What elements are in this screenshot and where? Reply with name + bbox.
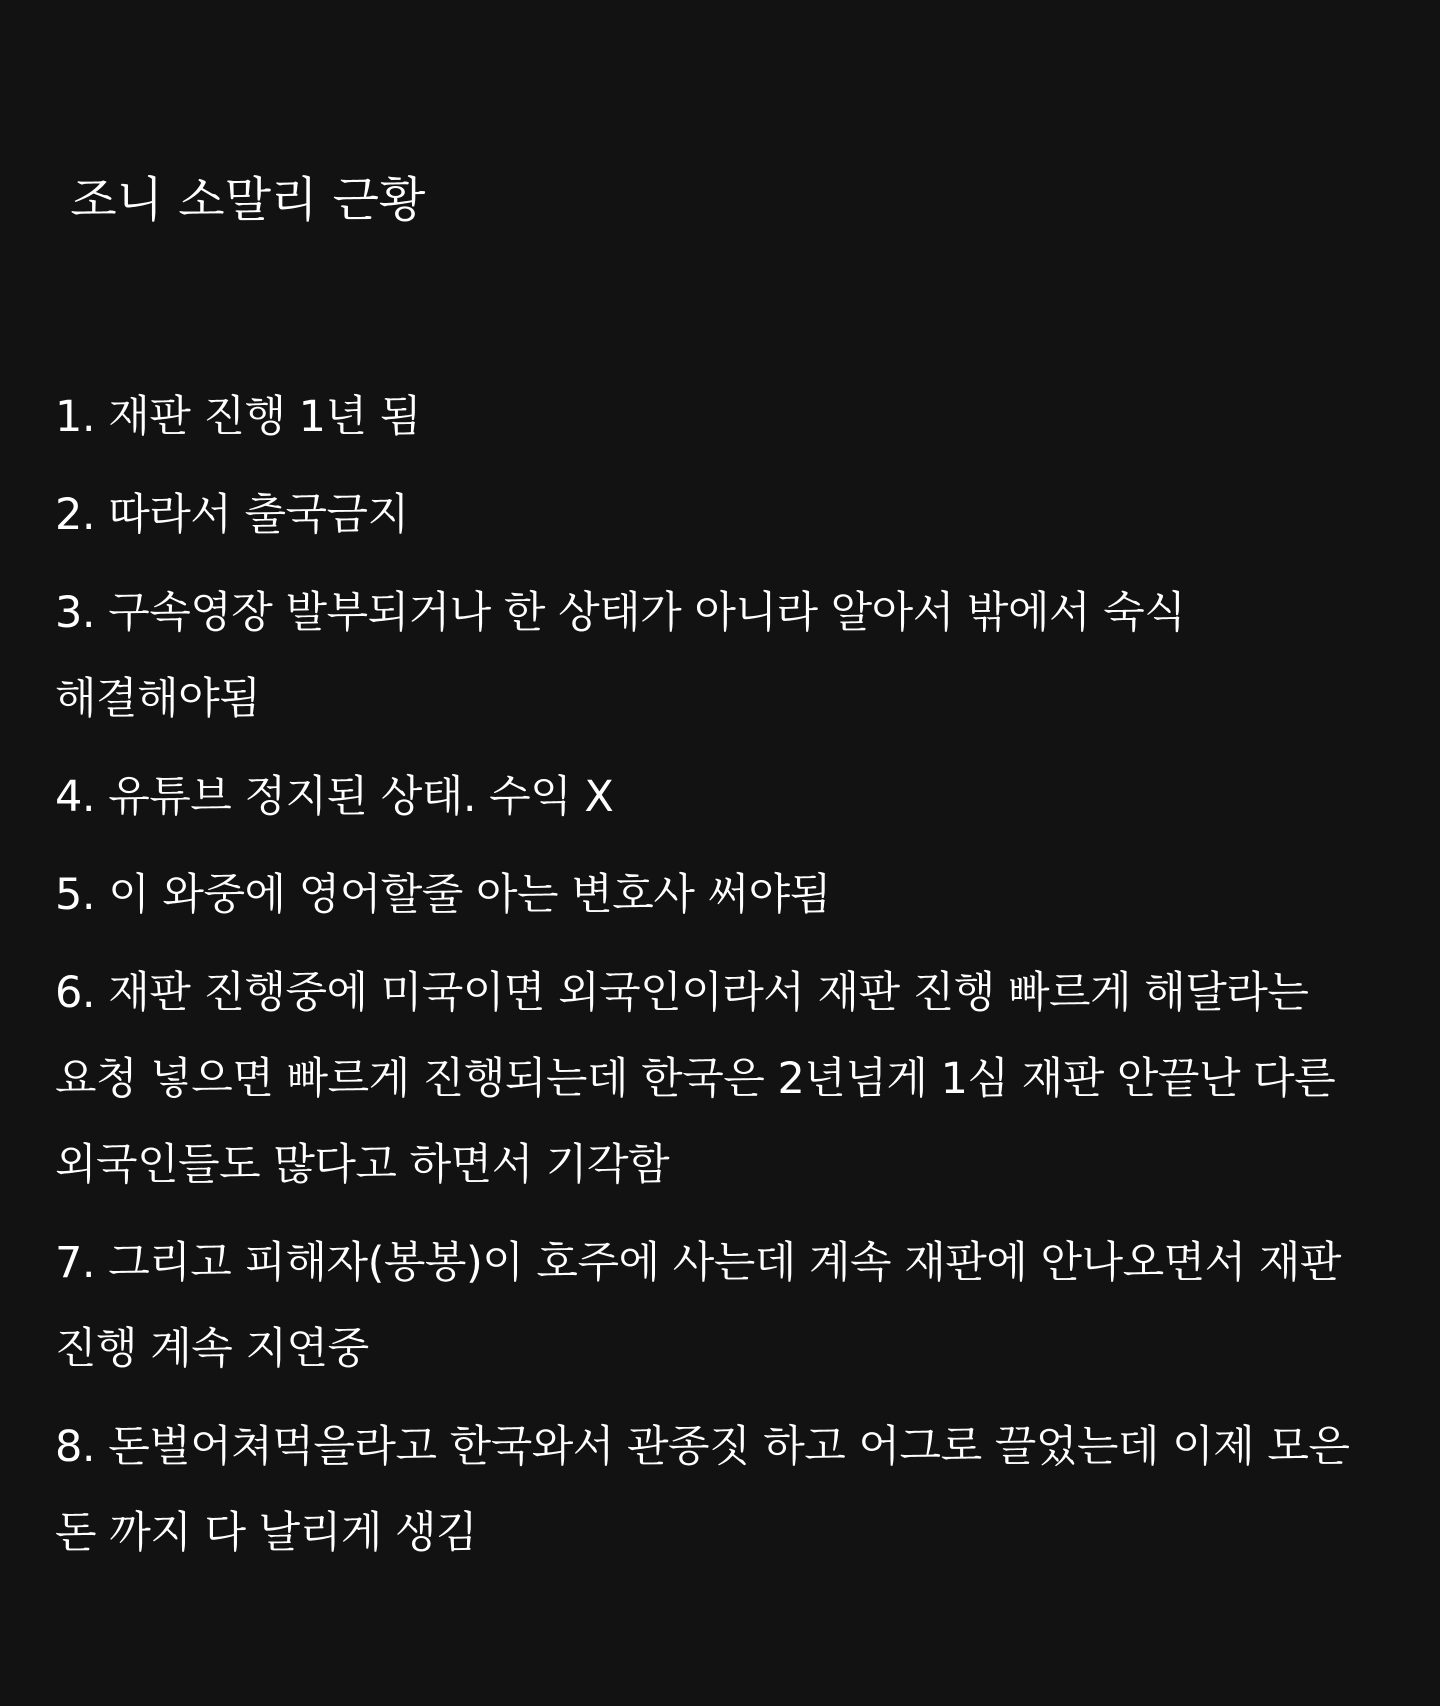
list-item: 5. 이 와중에 영어할줄 아는 변호사 써야됨: [55, 870, 831, 920]
list-item: 4. 유튜브 정지된 상태. 수익 X: [55, 772, 614, 822]
post-title: 조니 소말리 근황: [55, 172, 426, 228]
post-list: [55, 374, 1395, 1588]
list-item: 6. 재판 진행중에 미국이면 외국인이라서 재판 진행 빠르게 해달라는 요청 넣으면 빠르게 진행되는데 한국은 2년넘게 1심 재판 안끝난 다른 외국인들도 많다고 하면서 기각함: [55, 968, 1336, 1190]
list-item: 3. 구속영장 발부되거나 한 상태가 아니라 알아서 밖에서 숙식 해결해야됨: [55, 588, 1186, 724]
list-item: 8. 돈벌어쳐먹을라고 한국와서 관종짓 하고 어그로 끌었는데 이제 모은 돈 까지 다 날리게 생김: [55, 1422, 1350, 1558]
list-item: 1. 재판 진행 1년 됨: [55, 392, 421, 442]
list-item: 7. 그리고 피해자(봉봉)이 호주에 사는데 계속 재판에 안나오면서 재판 진행 계속 지연중: [55, 1238, 1341, 1374]
list-item: 2. 따라서 출국금지: [55, 490, 409, 540]
